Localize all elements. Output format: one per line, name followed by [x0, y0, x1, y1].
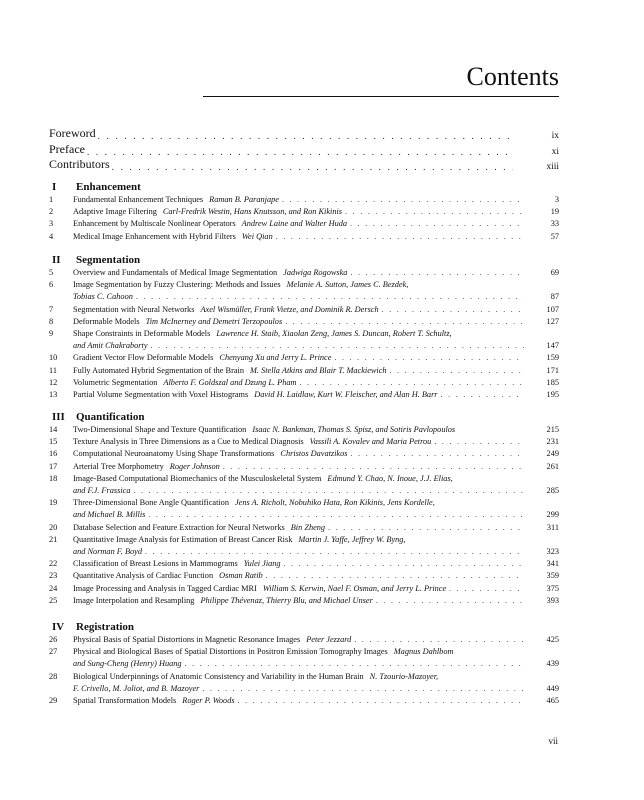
chapter-line: [73, 546, 559, 558]
chapter-body: [73, 558, 559, 570]
chapter-number: 27: [49, 647, 58, 657]
chapter-entry[interactable]: [49, 473, 559, 497]
leader-dots: [390, 365, 524, 377]
chapter-authors: Raman B. Paranjape: [209, 194, 279, 204]
chapter-authors: David H. Laidlaw, Kurt W. Fleischer, and Alan H. Barr: [254, 389, 438, 399]
chapter-title: Three-Dimensional Bone Angle Quantification: [73, 498, 229, 508]
chapter-line: [73, 658, 559, 670]
chapter-authors: Chenyang Xu and Jerry L. Prince: [219, 353, 332, 363]
chapter-page: 159: [546, 353, 559, 363]
leader-dots: [112, 162, 513, 172]
chapter-page: 231: [546, 437, 559, 447]
chapter-authors: Melanie A. Sutton, James C. Bezdek,: [286, 280, 409, 290]
chapter-line: [73, 634, 559, 646]
chapter-number: 28: [49, 671, 58, 681]
leader-dots: [238, 695, 524, 707]
chapter-title: Adaptive Image Filtering: [73, 207, 157, 217]
front-matter-label: Preface: [49, 141, 85, 156]
chapter-line: [73, 291, 559, 303]
chapter-title: Physical Basis of Spatial Distortions in Magnetic Resonance Images: [73, 634, 301, 644]
chapter-page: 311: [546, 522, 559, 532]
chapter-number: 23: [49, 571, 58, 581]
chapter-authors: M. Stella Atkins and Blair T. Mackiewich: [250, 365, 387, 375]
chapter-authors-cont: and Amit Chakraborty: [73, 341, 148, 351]
front-matter-page: ix: [551, 131, 559, 142]
chapter-title: Classification of Breast Lesions in Mammograms: [73, 559, 238, 569]
chapter-number: 18: [49, 473, 58, 483]
front-matter-entry[interactable]: [49, 126, 559, 141]
leader-dots: [266, 570, 524, 582]
chapter-number: 10: [49, 353, 58, 363]
chapter-number: 5: [49, 268, 54, 277]
chapter-line: [73, 340, 559, 352]
chapter-title: Database Selection and Feature Extraction for Neural Networks: [73, 522, 285, 532]
chapter-entry[interactable]: [49, 522, 559, 534]
leader-dots: [202, 683, 524, 695]
leader-dots: [350, 267, 524, 279]
chapter-line: [73, 206, 559, 218]
chapter-authors: N. Tzourio-Mazoyer,: [369, 671, 439, 681]
chapter-title: Image Segmentation by Fuzzy Clustering: Methods and Issues: [73, 280, 281, 290]
chapter-authors: Carl-Fredrik Westin, Hans Knutsson, and Ron Kikinis: [162, 207, 343, 217]
chapter-number: 12: [49, 377, 58, 387]
chapter-line: [73, 683, 559, 695]
leader-dots: [334, 352, 524, 364]
chapter-authors: Osman Ratib: [219, 571, 263, 581]
chapter-entry[interactable]: [49, 448, 559, 460]
chapter-title: Enhancement by Multiscale Nonlinear Operators: [73, 219, 236, 229]
chapter-entry[interactable]: [49, 436, 559, 448]
chapter-authors-cont: and Michael B. Millis: [73, 510, 146, 520]
chapter-body: [73, 671, 559, 695]
chapter-body: [73, 424, 559, 436]
chapter-body: [73, 497, 559, 521]
chapter-authors: Peter Jezzard: [306, 634, 352, 644]
chapter-body: [73, 304, 559, 316]
chapter-body: [73, 570, 559, 582]
leader-dots: [282, 194, 524, 206]
chapter-entry[interactable]: [49, 352, 559, 364]
chapter-line: [73, 534, 559, 546]
leader-dots: [136, 291, 524, 303]
part-title: Segmentation: [76, 254, 141, 266]
chapter-page: 393: [546, 595, 559, 605]
leader-dots: [434, 436, 524, 448]
chapter-body: [73, 646, 559, 670]
chapter-number: 8: [49, 316, 54, 326]
chapter-title: Arterial Tree Morphometry: [73, 461, 164, 471]
chapter-authors: Alberto F. Goldszal and Dzung L. Pham: [163, 377, 297, 387]
leader-dots: [145, 546, 524, 558]
chapter-title: Overview and Fundamentals of Medical Image Segmentation: [73, 267, 278, 277]
chapter-line: [73, 218, 559, 230]
chapter-page: 261: [546, 461, 559, 471]
part-section: [49, 179, 559, 243]
chapter-line: [73, 595, 559, 607]
chapter-line: [73, 389, 559, 401]
chapter-body: [73, 473, 559, 497]
chapter-entry[interactable]: [49, 461, 559, 473]
leader-dots: [98, 131, 513, 141]
chapter-body: [73, 279, 559, 303]
leader-dots: [87, 147, 513, 157]
part-title: Enhancement: [76, 181, 141, 193]
chapter-entry[interactable]: [49, 570, 559, 582]
chapter-number: 20: [49, 522, 58, 532]
chapter-number: 9: [49, 328, 54, 338]
chapter-line: [73, 558, 559, 570]
chapter-authors: Magnus Dahlbom: [393, 647, 454, 657]
chapter-title: Segmentation with Neural Networks: [73, 304, 195, 314]
leader-dots: [354, 634, 524, 646]
leader-dots: [351, 448, 525, 460]
title-rule: [203, 96, 559, 97]
leader-dots: [276, 231, 524, 243]
chapter-body: [73, 448, 559, 460]
chapter-page: 195: [546, 389, 559, 399]
front-matter-page: xi: [551, 146, 559, 157]
page-title: Contents: [466, 62, 559, 91]
chapter-body: [73, 461, 559, 473]
chapter-line: [73, 509, 559, 521]
chapter-page: 87: [550, 292, 559, 302]
chapter-authors: William S. Kerwin, Nael F. Osman, and Jerry L. Prince: [262, 583, 447, 593]
chapter-authors: Tim McInerney and Demetri Terzopoulos: [145, 316, 283, 326]
chapter-number: 2: [49, 207, 54, 217]
leader-dots: [148, 509, 524, 521]
chapter-page: 69: [550, 267, 559, 277]
part-title: Quantification: [76, 411, 145, 423]
leader-dots: [284, 558, 524, 570]
chapter-title: Shape Constraints in Deformable Models: [73, 328, 211, 338]
chapter-authors-cont: and F.J. Frassica: [73, 485, 131, 495]
chapter-body: [73, 328, 559, 352]
chapter-body: [73, 218, 559, 230]
chapter-page: 57: [550, 231, 559, 241]
chapter-page: 439: [546, 659, 559, 669]
chapter-entry[interactable]: [49, 377, 559, 389]
chapter-number: 17: [49, 461, 58, 471]
chapter-title: Image Interpolation and Resampling: [73, 595, 195, 605]
chapter-line: [73, 497, 559, 509]
chapter-number: 29: [49, 695, 58, 705]
part-numeral: IV: [52, 621, 65, 633]
chapter-authors: Bin Zheng: [290, 522, 326, 532]
chapter-line: [73, 279, 559, 291]
chapter-page: 359: [546, 571, 559, 581]
chapter-line: [73, 473, 559, 485]
leader-dots: [185, 658, 524, 670]
chapter-number: 6: [49, 280, 54, 290]
chapter-line: [73, 267, 559, 279]
chapter-entry[interactable]: [49, 279, 559, 303]
chapter-page: 3: [554, 194, 559, 204]
chapter-page: 285: [546, 485, 559, 495]
chapter-entry[interactable]: [49, 267, 559, 279]
chapter-body: [73, 231, 559, 243]
chapter-authors: Wei Qian: [241, 231, 273, 241]
chapter-authors: Isaac N. Bankman, Thomas S. Spisz, and Sotiris Pavlopoulos: [252, 424, 456, 434]
chapter-authors-cont: Tobias C. Cahoon: [73, 292, 133, 302]
chapter-title: Two-Dimensional Shape and Texture Quantification: [73, 424, 247, 434]
chapter-page: 323: [546, 546, 559, 556]
chapter-authors: Axel Wismüller, Frank Vietze, and Dominik R. Dersch: [200, 304, 379, 314]
chapter-title: Biological Underpinnings of Anatomic Consistency and Variability in the Human Brain: [73, 671, 364, 681]
chapter-page: 19: [550, 207, 559, 217]
part-numeral: I: [52, 181, 57, 193]
chapter-entry[interactable]: [49, 328, 559, 352]
chapter-number: 22: [49, 559, 58, 569]
chapter-authors: Edmund Y. Chao, N. Inoue, J.J. Elias,: [327, 473, 453, 483]
chapter-line: [73, 424, 559, 436]
chapter-title: Image-Based Computational Biomechanics of the Musculoskeletal System: [73, 473, 322, 483]
chapter-body: [73, 206, 559, 218]
leader-dots: [133, 485, 524, 497]
page-number: vii: [548, 736, 558, 746]
chapter-body: [73, 695, 559, 707]
part-heading: [49, 252, 559, 266]
front-matter-list: [49, 126, 559, 172]
chapter-entry[interactable]: [49, 634, 559, 646]
front-matter-entry[interactable]: [49, 141, 559, 156]
chapter-line: [73, 485, 559, 497]
chapter-page: 147: [546, 341, 559, 351]
chapter-entry[interactable]: [49, 424, 559, 436]
chapter-number: 4: [49, 231, 54, 241]
chapter-authors: Jadwiga Rogowska: [283, 267, 348, 277]
chapter-authors-cont: and Norman F. Boyd: [73, 546, 142, 556]
chapter-line: [73, 316, 559, 328]
chapter-authors: Philippe Thévenaz, Thierry Blu, and Michael Unser: [200, 595, 373, 605]
chapter-page: 449: [546, 683, 559, 693]
chapter-number: 25: [49, 595, 58, 605]
chapter-title: Image Processing and Analysis in Tagged Cardiac MRI: [73, 583, 257, 593]
chapter-body: [73, 522, 559, 534]
part-section: [49, 252, 559, 401]
chapter-entry[interactable]: [49, 595, 559, 607]
chapter-page: 171: [546, 365, 559, 375]
chapter-page: 185: [546, 377, 559, 387]
chapter-number: 3: [49, 219, 54, 229]
chapter-entry[interactable]: [49, 316, 559, 328]
chapter-entry[interactable]: [49, 206, 559, 218]
chapter-line: [73, 671, 559, 683]
chapter-entry[interactable]: [49, 558, 559, 570]
chapter-body: [73, 634, 559, 646]
chapter-number: 21: [49, 534, 58, 544]
chapter-entry[interactable]: [49, 497, 559, 521]
chapter-line: [73, 570, 559, 582]
chapter-entry[interactable]: [49, 304, 559, 316]
chapter-authors: Roger Johnson: [169, 461, 220, 471]
leader-dots: [300, 377, 525, 389]
leader-dots: [376, 595, 524, 607]
leader-dots: [328, 522, 524, 534]
chapter-number: 14: [49, 425, 58, 434]
part-numeral: III: [52, 411, 65, 423]
chapter-body: [73, 583, 559, 595]
chapter-title: Quantitative Image Analysis for Estimation of Breast Cancer Risk: [73, 534, 293, 544]
chapter-line: [73, 328, 559, 340]
leader-dots: [441, 389, 524, 401]
chapter-line: [73, 448, 559, 460]
chapter-title: Spatial Transformation Models: [73, 695, 177, 705]
chapter-body: [73, 352, 559, 364]
chapter-number: 11: [49, 365, 57, 375]
chapter-authors: Roger P. Woods: [182, 695, 235, 705]
leader-dots: [223, 461, 524, 473]
chapter-entry[interactable]: [49, 695, 559, 707]
leader-dots: [382, 304, 524, 316]
chapter-number: 24: [49, 583, 58, 593]
leader-dots: [449, 583, 524, 595]
front-matter-label: Contributors: [49, 156, 110, 171]
chapter-entry[interactable]: [49, 389, 559, 401]
chapter-entry[interactable]: [49, 671, 559, 695]
chapter-page: 465: [546, 695, 559, 705]
chapter-entry[interactable]: [49, 231, 559, 243]
chapter-title: Quantitative Analysis of Cardiac Function: [73, 571, 214, 581]
front-matter-page: xiii: [546, 161, 559, 172]
chapter-body: [73, 595, 559, 607]
chapter-page: 127: [546, 316, 559, 326]
chapter-body: [73, 534, 559, 558]
chapter-authors: Vassili A. Kovalev and Maria Petrou: [309, 437, 432, 447]
part-numeral: II: [52, 254, 61, 266]
part-heading: [49, 619, 559, 633]
chapter-page: 33: [550, 219, 559, 229]
part-heading: [49, 409, 559, 423]
chapter-title: Computational Neuroanatomy Using Shape Transformations: [73, 449, 275, 459]
chapter-page: 341: [546, 559, 559, 569]
chapter-page: 215: [546, 424, 559, 434]
chapter-line: [73, 695, 559, 707]
chapter-page: 107: [546, 304, 559, 314]
chapter-authors: Yulei Jiang: [243, 559, 281, 569]
front-matter-label: Foreword: [49, 126, 96, 141]
chapter-line: [73, 304, 559, 316]
chapter-number: 7: [49, 304, 54, 314]
chapter-authors: Jens A. Richolt, Nobuhiko Hata, Ron Kikinis, Jens Kordelle,: [234, 498, 435, 508]
chapter-line: [73, 436, 559, 448]
chapter-entry[interactable]: [49, 365, 559, 377]
chapter-entry[interactable]: [49, 534, 559, 558]
chapter-line: [73, 365, 559, 377]
chapter-line: [73, 352, 559, 364]
chapter-title: Fully Automated Hybrid Segmentation of the Brain: [73, 365, 244, 375]
chapter-line: [73, 583, 559, 595]
chapter-line: [73, 377, 559, 389]
chapter-number: 16: [49, 449, 58, 459]
chapter-authors: Christos Davatzikos: [280, 449, 348, 459]
chapter-line: [73, 646, 559, 658]
chapter-body: [73, 365, 559, 377]
chapter-body: [73, 377, 559, 389]
chapter-title: Partial Volume Segmentation with Voxel Histograms: [73, 389, 249, 399]
chapter-number: 19: [49, 498, 58, 508]
chapter-authors: Martin J. Yaffe, Jeffrey W. Byng,: [298, 534, 406, 544]
chapter-page: 375: [546, 583, 559, 593]
chapter-authors: Andrew Laine and Walter Huda: [241, 219, 348, 229]
chapter-entry[interactable]: [49, 646, 559, 670]
chapter-authors-cont: F. Crivello, M. Joliot, and B. Mazoyer: [73, 683, 200, 693]
chapter-body: [73, 316, 559, 328]
leader-dots: [350, 218, 524, 230]
chapter-title: Volumetric Segmentation: [73, 377, 158, 387]
chapter-line: [73, 461, 559, 473]
chapter-title: Physical and Biological Bases of Spatial Distortions in Positron Emission Tomography Images: [73, 647, 388, 657]
chapter-line: [73, 194, 559, 206]
chapter-number: 13: [49, 389, 58, 399]
part-title: Registration: [76, 621, 135, 633]
leader-dots: [345, 206, 524, 218]
chapter-entry[interactable]: [49, 218, 559, 230]
chapter-line: [73, 231, 559, 243]
front-matter-entry[interactable]: [49, 157, 559, 172]
chapter-number: 15: [49, 437, 58, 447]
chapter-number: 26: [49, 635, 58, 644]
chapter-title: Gradient Vector Flow Deformable Models: [73, 353, 214, 363]
leader-dots: [285, 316, 524, 328]
chapter-page: 299: [546, 510, 559, 520]
chapter-body: [73, 389, 559, 401]
part-heading: [49, 179, 559, 193]
chapter-title: Texture Analysis in Three Dimensions as a Cue to Medical Diagnosis: [73, 437, 304, 447]
chapter-title: Medical Image Enhancement with Hybrid Filters: [73, 231, 236, 241]
chapter-title: Fundamental Enhancement Techniques: [73, 194, 204, 204]
part-section: [49, 409, 559, 607]
chapter-authors-cont: and Sung-Cheng (Henry) Huang: [73, 659, 182, 669]
chapter-body: [73, 436, 559, 448]
chapter-title: Deformable Models: [73, 316, 140, 326]
chapter-page: 425: [546, 634, 559, 644]
part-section: [49, 619, 559, 707]
leader-dots: [151, 340, 524, 352]
chapter-body: [73, 267, 559, 279]
chapter-number: 1: [49, 195, 54, 204]
chapter-entry[interactable]: [49, 194, 559, 206]
chapter-page: 249: [546, 449, 559, 459]
chapter-line: [73, 522, 559, 534]
chapter-entry[interactable]: [49, 583, 559, 595]
chapter-authors: Lawrence H. Staib, Xiaolan Zeng, James S. Duncan, Robert T. Schultz,: [216, 328, 452, 338]
chapter-body: [73, 194, 559, 206]
